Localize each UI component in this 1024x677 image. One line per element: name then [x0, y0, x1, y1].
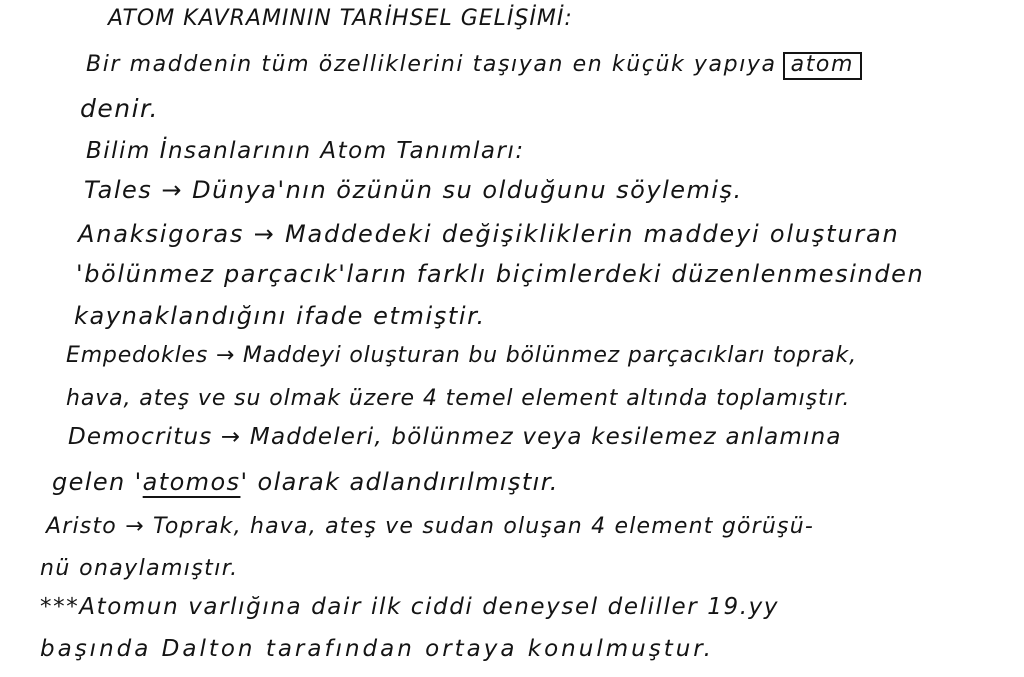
scientist-line-tales: Tales → Dünya'nın özünün su olduğunu söylemiş. [84, 176, 743, 204]
empedokles-line-2: hava, ateş ve su olmak üzere 4 temel element altında toplamıştır. [66, 386, 851, 411]
democritus-line-2 [52, 470, 559, 494]
line-suffix: ' olarak adlandırılmıştır. [240, 468, 559, 496]
definition-text: Bir maddenin tüm özelliklerini taşıyan en küçük yapıya [86, 52, 777, 77]
page-title: ATOM KAVRAMININ TARİHSEL GELİŞİMİ: [108, 6, 573, 31]
note-line-1: ***Atomun varlığına dair ilk ciddi deneysel deliller 19.yy [40, 594, 780, 620]
anaksigoras-line-2: 'bölünmez parçacık'ların farklı biçimlerdeki düzenlenmesinden [76, 260, 925, 288]
section-heading: Bilim İnsanlarının Atom Tanımları: [86, 138, 525, 164]
aristo-line-2: nü onaylamıştır. [40, 556, 239, 581]
scientist-line-empedokles: Empedokles → Maddeyi oluşturan bu bölünmez parçacıkları toprak, [66, 343, 857, 368]
scientist-line-aristo: Aristo → Toprak, hava, ateş ve sudan oluşan 4 element görüşü- [46, 514, 814, 539]
scientist-line-democritus: Democritus → Maddeleri, bölünmez veya kesilemez anlamına [68, 424, 842, 450]
line-prefix: gelen ' [52, 468, 143, 496]
anaksigoras-line-3: kaynaklandığını ifade etmiştir. [74, 302, 486, 330]
underlined-term-atomos: atomos [142, 468, 241, 496]
scientist-line-anaksigoras: Anaksigoras → Maddedeki değişikliklerin maddeyi oluşturan [78, 220, 900, 248]
note-line-2: başında Dalton tarafından ortaya konulmuştur. [40, 636, 714, 662]
definition-line-2: denir. [80, 94, 159, 123]
boxed-term-atom: atom [783, 52, 862, 80]
definition-line-1 [86, 52, 862, 80]
